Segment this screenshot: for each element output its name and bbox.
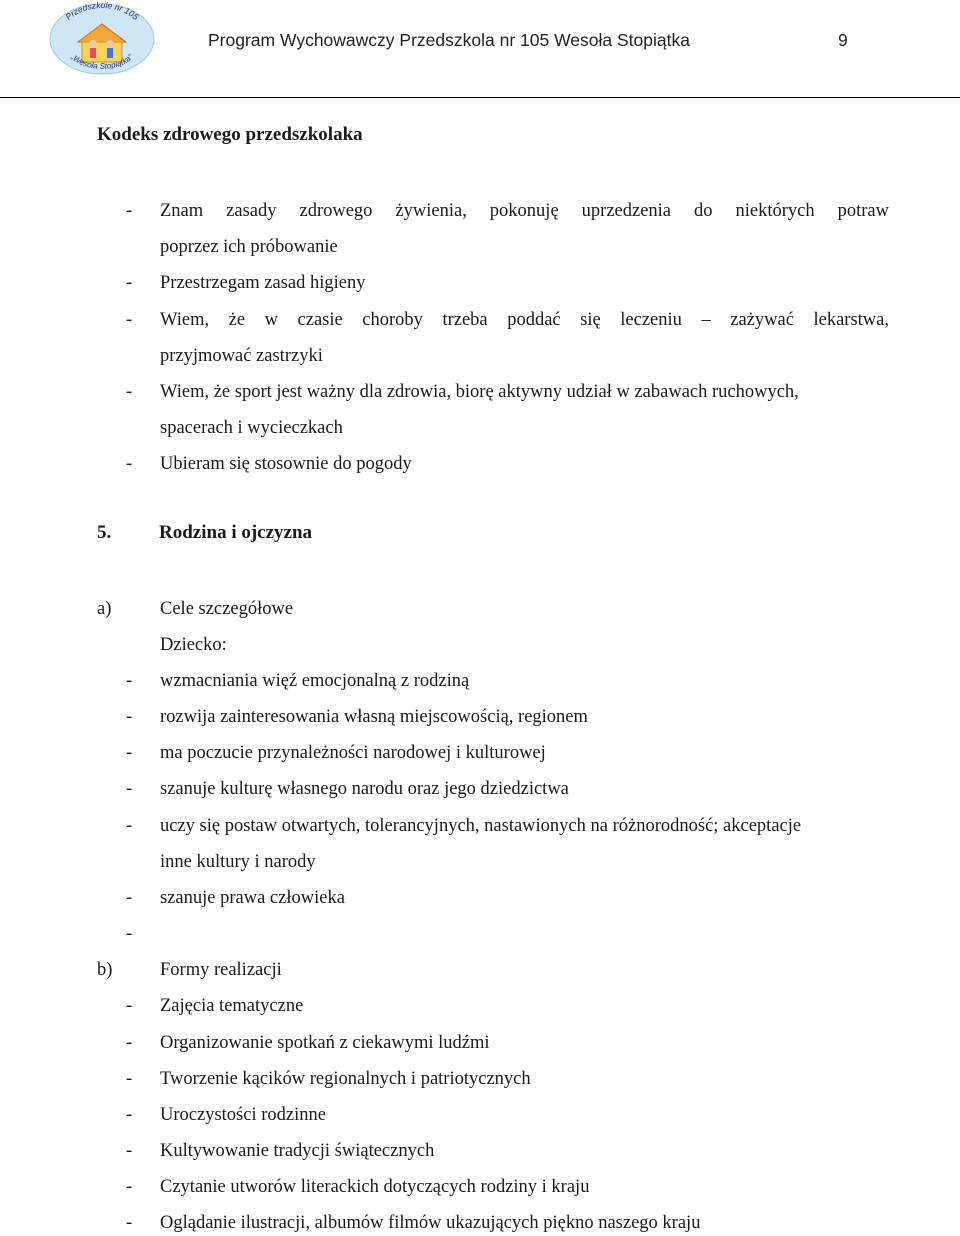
subsection-title-a: Cele szczegółowe [160,599,294,619]
list-item: Znam zasady zdrowego żywienia, pokonuję uprzedzenia do niektórych potraw [160,201,889,221]
list-item: Przestrzegam zasad higieny [160,273,366,293]
list-bullet: - [126,671,133,691]
subsection-title-b: Formy realizacji [160,960,282,980]
list-item: Wiem, że sport jest ważny dla zdrowia, biorę aktywny udział w zabawach ruchowych, [160,382,799,402]
code-title: Kodeks zdrowego przedszkolaka [97,124,363,145]
list-bullet: - [126,310,133,330]
list-bullet: - [126,454,133,474]
list-item: Czytanie utworów literackich dotyczących rodziny i kraju [160,1177,590,1197]
subsection-marker-a: a) [97,599,112,619]
list-bullet: - [126,201,133,221]
list-bullet: - [126,1177,133,1197]
section-heading [97,522,312,544]
list-bullet: - [126,779,133,799]
list-bullet: - [126,1141,133,1161]
list-bullet: - [126,273,133,293]
list-bullet: - [126,1069,133,1089]
list-item: Tworzenie kącików regionalnych i patriotycznych [160,1069,531,1089]
list-item: Zajęcia tematyczne [160,996,304,1016]
list-item: szanuje prawa człowieka [160,888,345,908]
header-divider [0,97,960,98]
list-item-continuation: przyjmować zastrzyki [160,346,323,366]
list-item: Uroczystości rodzinne [160,1105,326,1125]
list-item: ma poczucie przynależności narodowej i kulturowej [160,743,546,763]
list-item-continuation: poprzez ich próbowanie [160,237,338,257]
header-title: Program Wychowawczy Przedszkola nr 105 Wesoła Stopiątka [208,30,690,50]
list-bullet: - [126,1033,133,1053]
list-item-continuation: inne kultury i narody [160,852,316,872]
list-bullet: - [126,888,133,908]
list-bullet: - [126,1213,133,1233]
list-item-continuation: spacerach i wycieczkach [160,418,343,438]
subsection-marker-b: b) [97,960,113,980]
logo-text-bottom: „Wesoła Stopiątka" [69,52,135,71]
list-item: rozwija zainteresowania własną miejscowością, regionem [160,707,588,727]
list-bullet: - [126,382,133,402]
list-item: uczy się postaw otwartych, tolerancyjnych, nastawionych na różnorodność; akceptacje [160,816,802,836]
list-item: Organizowanie spotkań z ciekawymi ludźmi [160,1033,490,1053]
logo-text-top: Przedszkole nr 105 [63,2,141,22]
list-item: Oglądanie ilustracji, albumów filmów ukazujących piękno naszego kraju [160,1213,701,1233]
list-item: Ubieram się stosownie do pogody [160,454,412,474]
list-bullet: - [126,743,133,763]
list-item: Kultywowanie tradycji świątecznych [160,1141,435,1161]
list-item: wzmacniania więź emocjonalną z rodziną [160,671,470,691]
kindergarten-logo [48,2,156,76]
list-item: Wiem, że w czasie choroby trzeba poddać się leczeniu – zażywać lekarstwa, [160,310,889,330]
page-number: 9 [838,30,848,50]
list-bullet: - [126,996,133,1016]
section-title: Rodzina i ojczyzna [159,522,313,543]
list-bullet: - [126,707,133,727]
section-number: 5. [97,522,112,543]
list-bullet: - [126,816,133,836]
list-bullet: - [126,1105,133,1125]
list-bullet-empty: - [126,924,133,944]
list-item: szanuje kulturę własnego narodu oraz jego dziedzictwa [160,779,569,799]
subsection-subtitle: Dziecko: [160,635,227,655]
